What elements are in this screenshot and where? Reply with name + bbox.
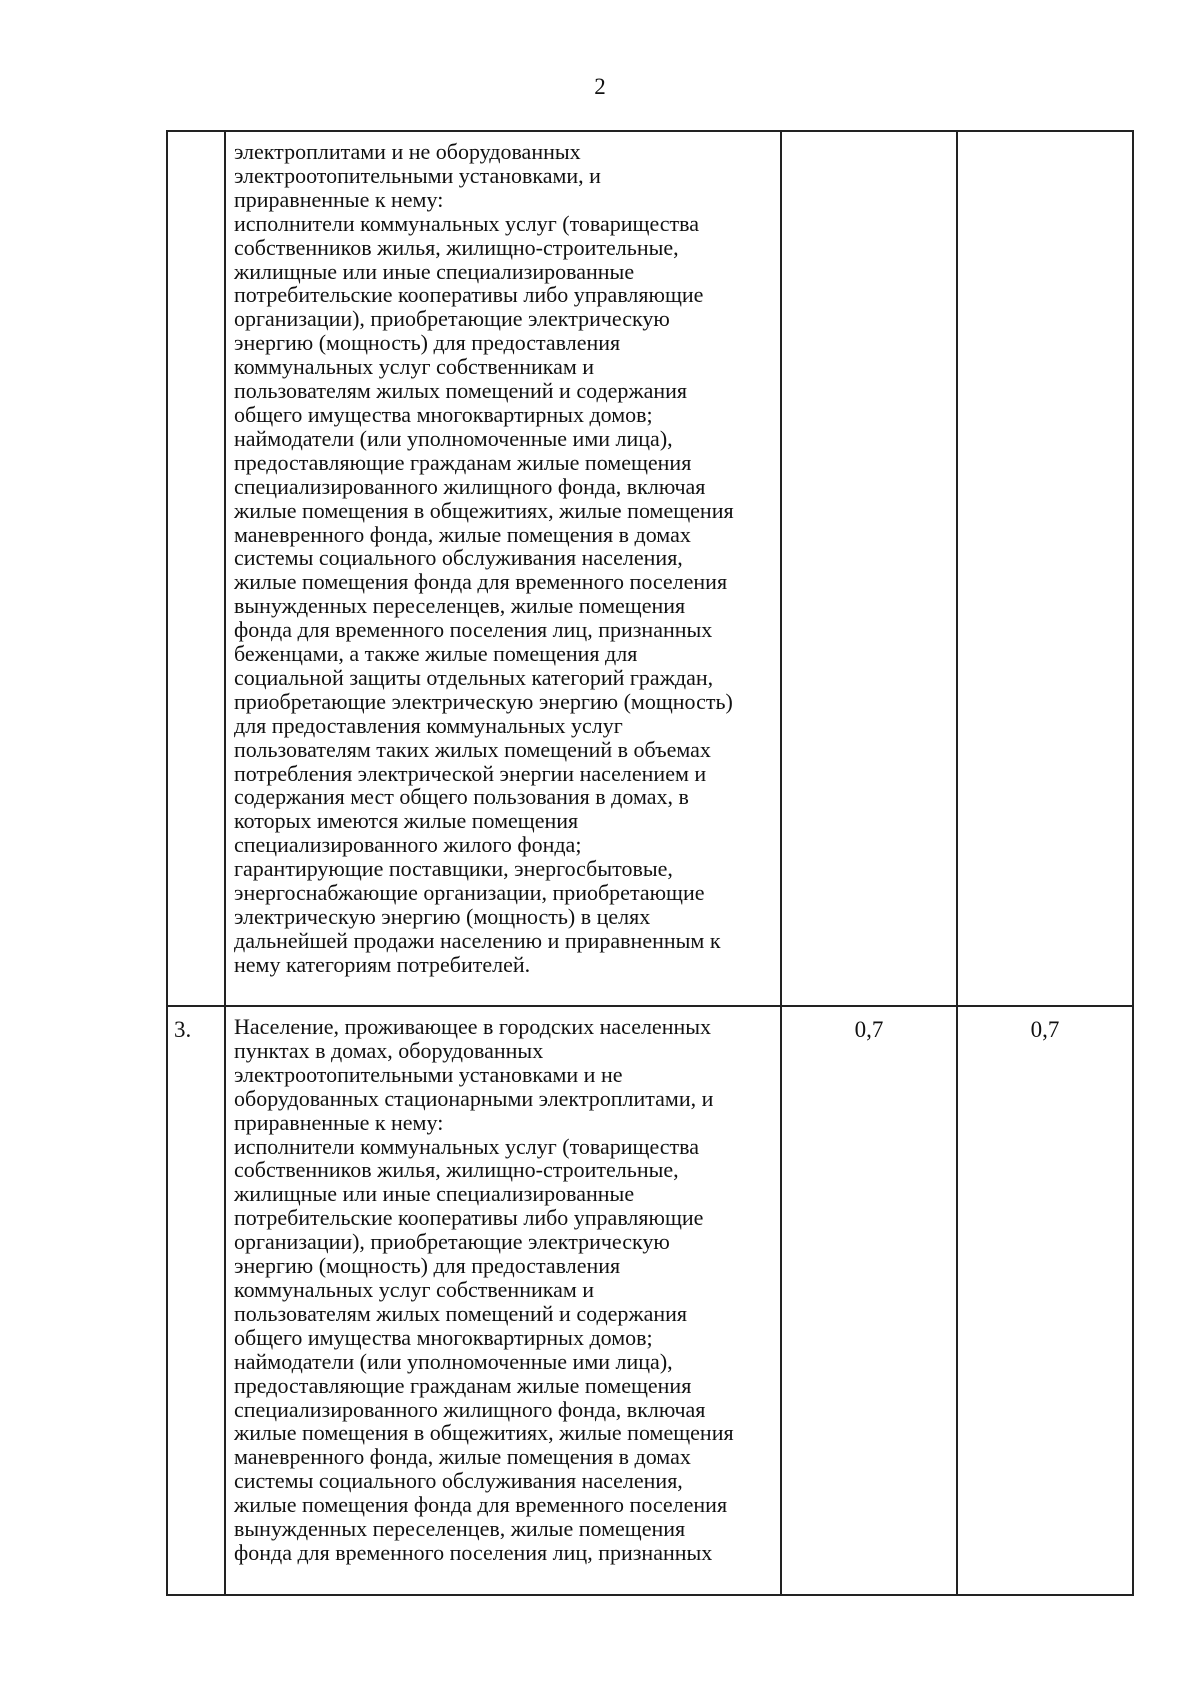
value-1: [782, 132, 956, 143]
text-line: жилые помещения фонда для временного поселения: [234, 569, 728, 595]
text-line: приравненные к нему:: [234, 1109, 444, 1135]
text-line: для предоставления коммунальных услуг: [234, 712, 623, 738]
text-line: собственников жилья, жилищно-строительные,: [234, 1157, 679, 1183]
text-line: коммунальных услуг собственникам и: [234, 354, 595, 380]
text-line: собственников жилья, жилищно-строительные,: [234, 234, 679, 260]
text-line: электроплитами и не оборудованных: [234, 139, 581, 164]
text-line: энергию (мощность) для предоставления: [234, 330, 621, 356]
text-line: электроотопительными установками и не: [234, 1061, 623, 1087]
value-cell-1: [781, 1006, 957, 1595]
text-line: исполнители коммунальных услуг (товарищества: [234, 1133, 700, 1159]
text-line: общего имущества многоквартирных домов;: [234, 401, 653, 427]
text-line: общего имущества многоквартирных домов;: [234, 1324, 653, 1350]
text-line: содержания мест общего пользования в домах, в: [234, 784, 689, 810]
text-line: коммунальных услуг собственникам и: [234, 1276, 595, 1302]
text-line: дальнейшей продажи населению и приравненным к: [234, 927, 721, 953]
text-line: маневренного фонда, жилые помещения в домах: [234, 521, 691, 547]
text-line: жилые помещения в общежитиях, жилые помещения: [234, 497, 734, 523]
text-line: жилищные или иные специализированные: [234, 1181, 635, 1207]
text-line: специализированного жилищного фонда, включая: [234, 473, 706, 499]
text-line: потребительские кооперативы либо управляющие: [234, 1205, 704, 1231]
row-number: [168, 132, 224, 143]
value-2: 0,7: [1030, 1017, 1060, 1042]
text-line: маневренного фонда, жилые помещения в домах: [234, 1444, 691, 1470]
row-description-cell: [225, 1006, 781, 1595]
row-number: 3.: [174, 1017, 192, 1042]
text-line: социальной защиты отдельных категорий граждан,: [234, 664, 714, 690]
text-line: электроотопительными установками, и: [234, 162, 601, 188]
table-row: [167, 1006, 1133, 1595]
text-line: исполнители коммунальных услуг (товарищества: [234, 210, 700, 236]
text-line: специализированного жилого фонда;: [234, 832, 582, 858]
page-number: 2: [594, 74, 606, 99]
text-line: организации), приобретающие электрическую: [234, 306, 670, 332]
value-cell-2: [957, 1006, 1133, 1595]
text-line: энергоснабжающие организации, приобретающие: [234, 880, 705, 906]
row-number-cell: [167, 131, 225, 1006]
text-line: специализированного жилищного фонда, включая: [234, 1396, 706, 1422]
text-line: системы социального обслуживания населения,: [234, 545, 683, 571]
row-description-cell: [225, 131, 781, 1006]
text-line: системы социального обслуживания населения,: [234, 1468, 683, 1494]
table-row: [167, 131, 1133, 1006]
text-line: Население, проживающее в городских населенных: [234, 1014, 712, 1039]
value-1: 0,7: [854, 1017, 884, 1042]
text-line: предоставляющие гражданам жилые помещения: [234, 1372, 692, 1398]
text-line: предоставляющие гражданам жилые помещения: [234, 449, 692, 475]
text-line: вынужденных переселенцев, жилые помещения: [234, 593, 686, 619]
text-line: наймодатели (или уполномоченные ими лица),: [234, 425, 673, 451]
row-number-cell: [167, 1006, 225, 1595]
text-line: наймодатели (или уполномоченные ими лица),: [234, 1348, 673, 1374]
text-line: потребительские кооперативы либо управляющие: [234, 282, 704, 308]
text-line: фонда для временного поселения лиц, признанных: [234, 617, 713, 643]
text-line: приравненные к нему:: [234, 186, 444, 212]
value-2: [958, 132, 1132, 143]
text-line: жилые помещения фонда для временного поселения: [234, 1492, 728, 1518]
value-cell-2: [957, 131, 1133, 1006]
tariff-table: [166, 130, 1134, 1596]
text-line: пользователям жилых помещений и содержания: [234, 378, 688, 404]
text-line: которых имеются жилые помещения: [234, 808, 579, 834]
text-line: нему категориям потребителей.: [234, 951, 531, 977]
text-line: жилищные или иные специализированные: [234, 258, 635, 284]
text-line: электрическую энергию (мощность) в целях: [234, 904, 651, 929]
text-line: пунктах в домах, оборудованных: [234, 1037, 544, 1063]
row-description: [234, 1015, 774, 1565]
text-line: оборудованных стационарными электроплитами, и: [234, 1085, 714, 1111]
value-cell-1: [781, 131, 957, 1006]
text-line: гарантирующие поставщики, энергосбытовые,: [234, 856, 673, 882]
text-line: вынужденных переселенцев, жилые помещения: [234, 1516, 686, 1542]
text-line: энергию (мощность) для предоставления: [234, 1253, 621, 1279]
text-line: организации), приобретающие электрическую: [234, 1229, 670, 1255]
text-line: потребления электрической энергии населением и: [234, 760, 707, 786]
text-line: приобретающие электрическую энергию (мощность): [234, 688, 733, 714]
text-line: пользователям жилых помещений и содержания: [234, 1300, 688, 1326]
row-description: [234, 140, 774, 977]
text-line: фонда для временного поселения лиц, признанных: [234, 1539, 713, 1565]
text-line: жилые помещения в общежитиях, жилые помещения: [234, 1420, 734, 1446]
text-line: беженцами, а также жилые помещения для: [234, 641, 638, 667]
text-line: пользователям таких жилых помещений в объемах: [234, 736, 711, 762]
